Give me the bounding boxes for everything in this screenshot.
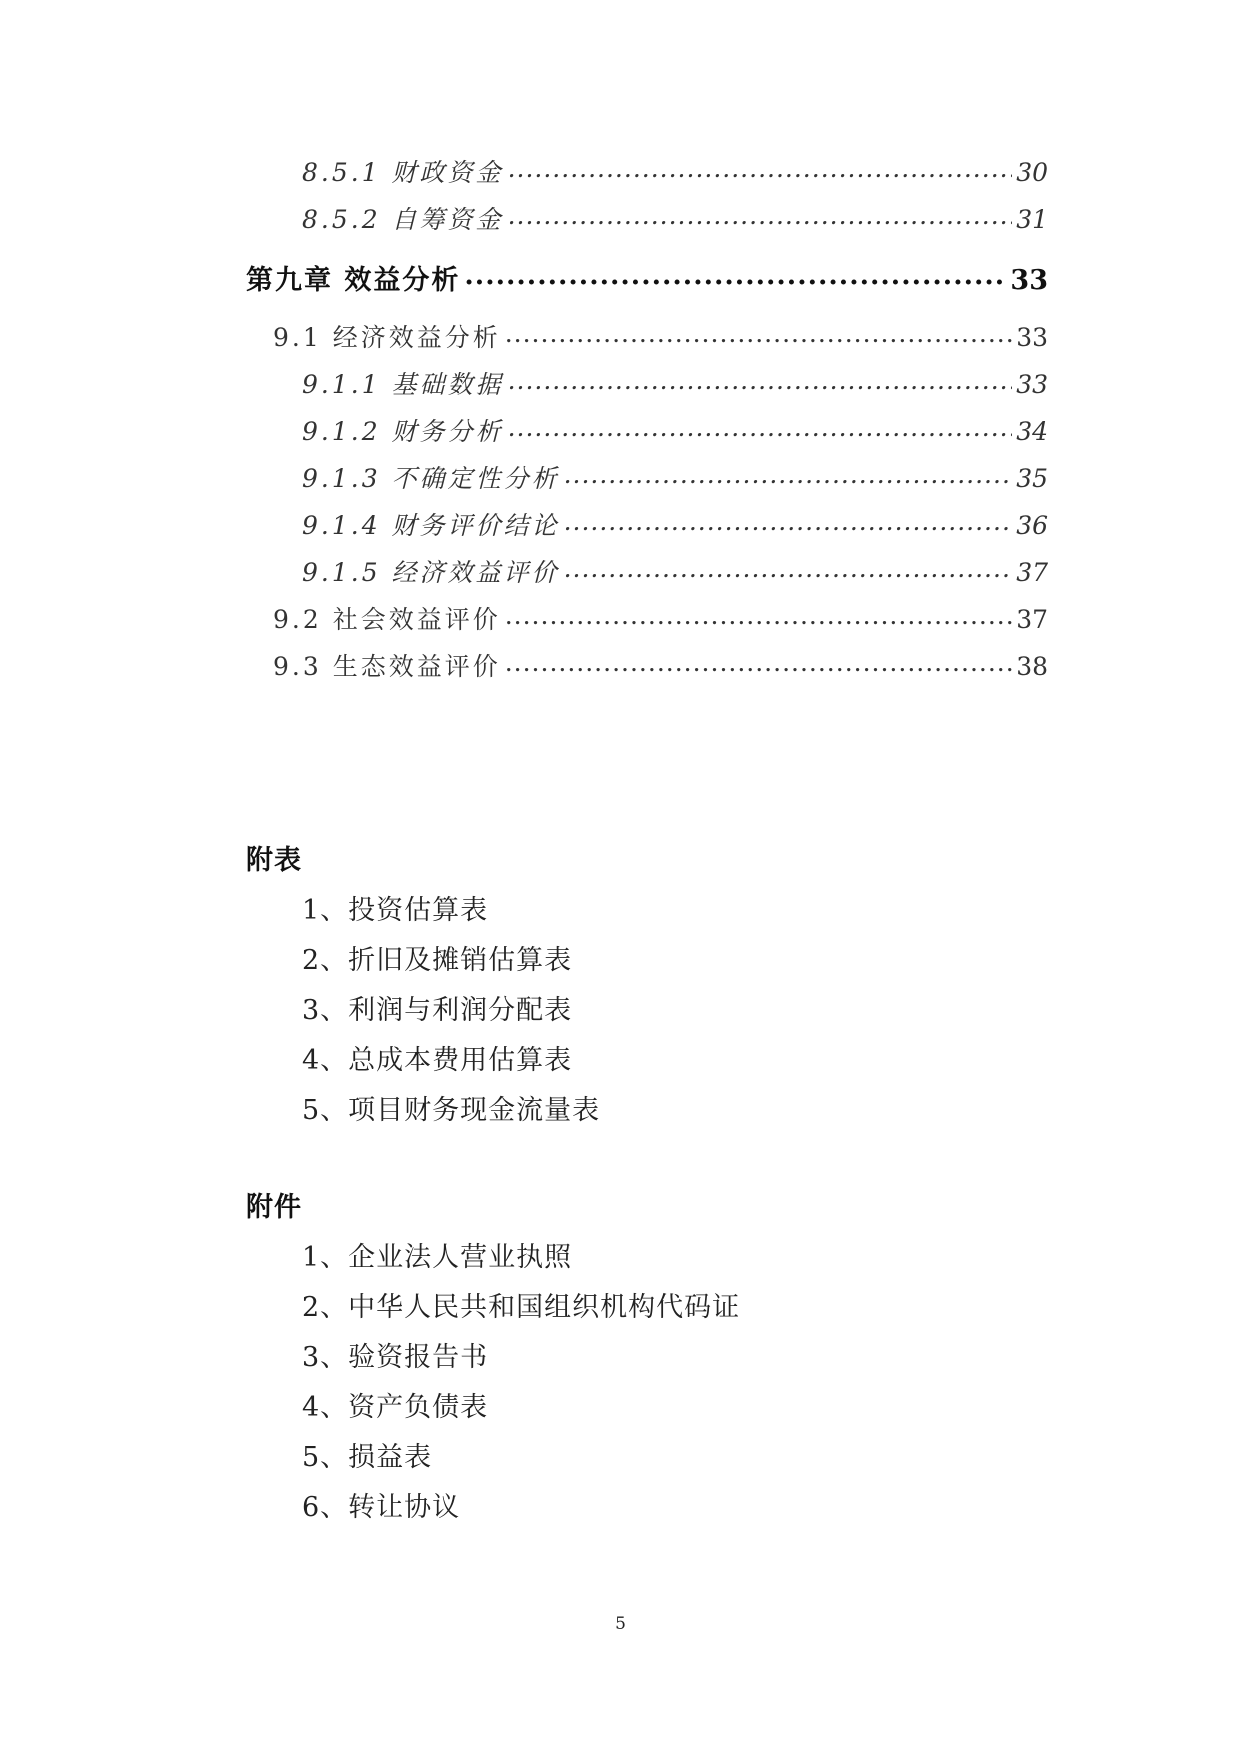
- toc-dot-leader: [508, 156, 1013, 181]
- toc-dot-leader: [564, 509, 1013, 534]
- toc-entry-8-5-2[interactable]: [302, 200, 1048, 236]
- toc-entry-label: 9.1.1 基础数据: [302, 370, 504, 399]
- toc-page-number: 33: [1016, 323, 1048, 352]
- page-number: 5: [615, 1614, 626, 1634]
- toc-entry-9-1-5[interactable]: [302, 553, 1048, 589]
- toc-dot-leader: [464, 262, 1006, 289]
- toc-entry-9-2[interactable]: [273, 600, 1048, 636]
- attached-table-item: 2、折旧及摊销估算表: [302, 945, 573, 976]
- toc-entry-9-1-1[interactable]: [302, 365, 1048, 401]
- toc-entry-label: 8.5.2 自筹资金: [302, 205, 504, 234]
- toc-dot-leader: [564, 556, 1013, 581]
- toc-dot-leader: [505, 650, 1012, 675]
- toc-entry-9-1-3[interactable]: [302, 459, 1048, 495]
- toc-page-number: 34: [1016, 417, 1048, 446]
- toc-dot-leader: [508, 368, 1013, 393]
- attachment-item: 5、损益表: [302, 1442, 433, 1473]
- toc-dot-leader: [508, 203, 1013, 228]
- toc-dot-leader: [505, 603, 1012, 628]
- attached-table-item: 4、总成本费用估算表: [302, 1045, 573, 1076]
- toc-entry-9-1-2[interactable]: [302, 412, 1048, 448]
- toc-entry-label: 9.1 经济效益分析: [273, 323, 501, 352]
- attachment-item: 6、转让协议: [302, 1492, 461, 1523]
- toc-entry-label: 9.1.4 财务评价结论: [302, 511, 560, 540]
- attached-table-item: 5、项目财务现金流量表: [302, 1095, 601, 1126]
- toc-entry-9-1[interactable]: [273, 318, 1048, 354]
- toc-entry-9-3[interactable]: [273, 647, 1048, 683]
- attachment-item: 4、资产负债表: [302, 1392, 489, 1423]
- toc-page-number: 37: [1016, 605, 1048, 634]
- toc-entry-label: 9.2 社会效益评价: [273, 605, 501, 634]
- toc-page-number: 33: [1016, 370, 1048, 399]
- toc-dot-leader: [508, 415, 1013, 440]
- attached-table-item: 1、投资估算表: [302, 895, 489, 926]
- toc-entry-chapter-9[interactable]: [246, 258, 1048, 297]
- toc-entry-9-1-4[interactable]: [302, 506, 1048, 542]
- toc-entry-label: 第九章 效益分析: [246, 265, 461, 296]
- attachments-heading: 附件: [246, 1192, 302, 1223]
- toc-dot-leader: [564, 462, 1013, 487]
- attachment-item: 3、验资报告书: [302, 1342, 489, 1373]
- toc-entry-8-5-1[interactable]: [302, 153, 1048, 189]
- toc-page-number: 33: [1010, 265, 1048, 296]
- attachment-item: 1、企业法人营业执照: [302, 1242, 573, 1273]
- toc-dot-leader: [505, 321, 1012, 346]
- toc-page-number: 36: [1016, 511, 1048, 540]
- toc-entry-label: 8.5.1 财政资金: [302, 158, 504, 187]
- toc-page-number: 30: [1016, 158, 1048, 187]
- attached-table-item: 3、利润与利润分配表: [302, 995, 573, 1026]
- toc-page-number: 38: [1016, 652, 1048, 681]
- toc-entry-label: 9.3 生态效益评价: [273, 652, 501, 681]
- toc-page-number: 37: [1016, 558, 1048, 587]
- toc-page-number: 35: [1016, 464, 1048, 493]
- attachment-item: 2、中华人民共和国组织机构代码证: [302, 1292, 741, 1323]
- attached-tables-heading: 附表: [246, 845, 302, 876]
- toc-entry-label: 9.1.3 不确定性分析: [302, 464, 560, 493]
- toc-entry-label: 9.1.2 财务分析: [302, 417, 504, 446]
- toc-entry-label: 9.1.5 经济效益评价: [302, 558, 560, 587]
- toc-page-number: 31: [1016, 205, 1048, 234]
